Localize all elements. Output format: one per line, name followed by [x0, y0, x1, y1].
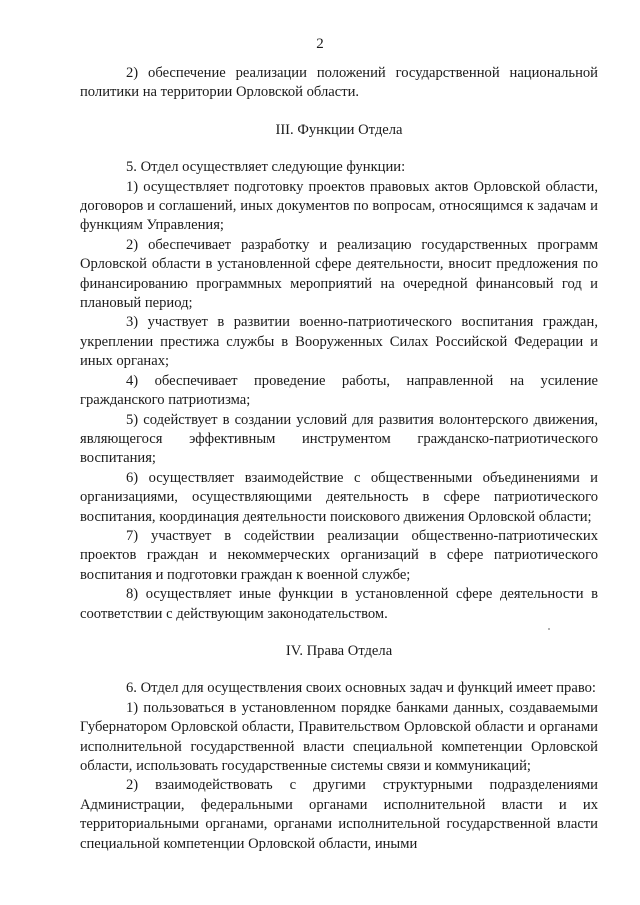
- function-item-4: 4) обеспечивает проведение работы, направленной на усиление гражданского патриотизма;: [80, 372, 598, 409]
- intro-paragraph: 2) обеспечение реализации положений государственной национальной политики на территории Орловской области.: [80, 65, 598, 101]
- function-item-7: 7) участвует в содействии реализации общественно-патриотических проектов граждан и некоммерческих организаций в сфере патриотического воспитания и подготовки граждан к военной службе;: [80, 527, 598, 583]
- section-3-lead: 5. Отдел осуществляет следующие функции:: [126, 159, 406, 176]
- function-item-5: 5) содействует в создании условий для развития волонтерского движения, являющегося эффективным инструментом гражданско-патриотического воспитания;: [80, 411, 598, 467]
- function-item-3: 3) участвует в развитии военно-патриотического воспитания граждан, укреплении престижа службы в Вооруженных Силах Российской Федерации и иных органах;: [80, 314, 598, 370]
- function-item-2: 2) обеспечивает разработку и реализацию государственных программ Орловской области в установленной сфере деятельности, вносит предложения по финансированию программных мероприятий на очередной финансовый год и плановый период;: [80, 236, 598, 312]
- scan-dot: [548, 628, 550, 630]
- function-item-1: 1) осуществляет подготовку проектов правовых актов Орловской области, договоров и соглашений, иных документов по вопросам, относящимся к задачам и функциям Управления;: [80, 178, 598, 234]
- page-number: 2: [316, 36, 324, 52]
- rights-item-2: 2) взаимодействовать с другими структурными подразделениями Администрации, федеральными органами исполнительной власти и их территориальными органами, органами исполнительной государственной власти специальной компетенции Орловской области, иными: [80, 777, 598, 852]
- rights-item-1: 1) пользоваться в установленном порядке банками данных, создаваемыми Губернатором Орловской области, Правительством Орловской области и органами исполнительной государственной власти специальной компетенции Орловской области, использовать государственные системы связи и коммуникаций;: [80, 699, 598, 774]
- section-3-heading: III. Функции Отдела: [275, 121, 403, 138]
- section-4-lead: 6. Отдел для осуществления своих основных задач и функций имеет право:: [126, 680, 596, 697]
- function-item-8: 8) осуществляет иные функции в установленной сфере деятельности в соответствии с действующим законодательством.: [80, 586, 598, 622]
- document-body: [80, 64, 598, 854]
- section-4-heading: IV. Права Отдела: [285, 642, 393, 659]
- function-item-6: 6) осуществляет взаимодействие с общественными объединениями и организациями, осуществляющими деятельность в сфере патриотического воспитания, координация деятельности поискового движения Орловской области;: [80, 469, 598, 525]
